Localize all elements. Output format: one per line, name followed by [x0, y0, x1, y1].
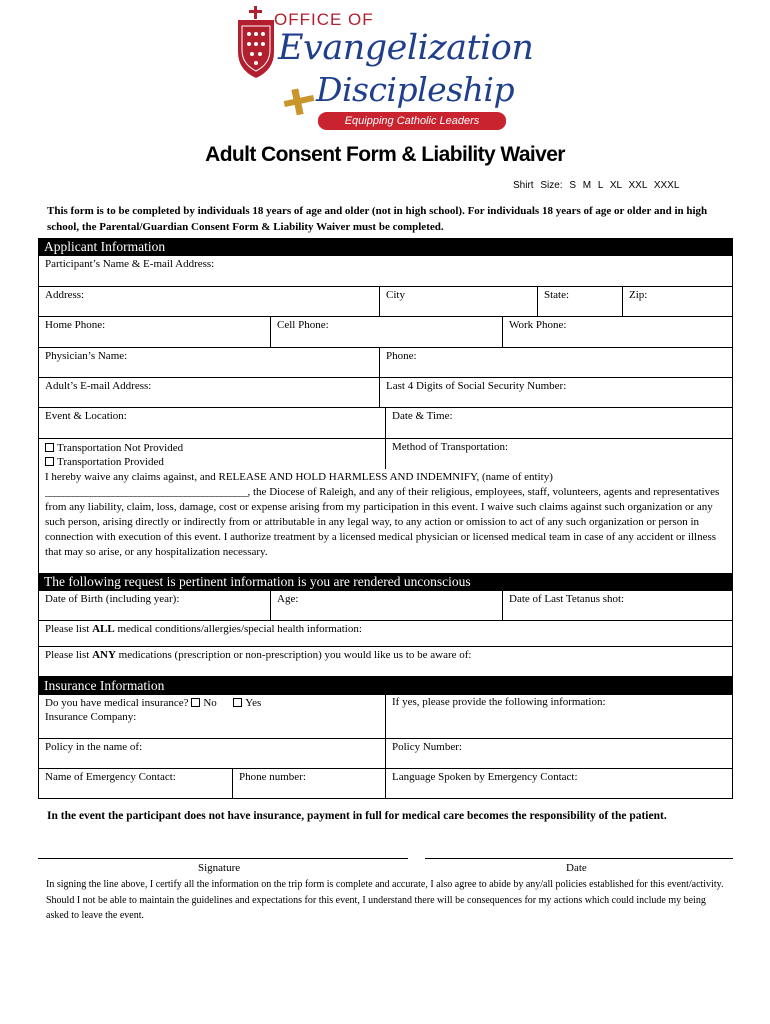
zip-field[interactable]: Zip:: [622, 287, 732, 316]
medications-field[interactable]: Please list ANY medications (prescription or non-prescription) you would like us to be aware of:: [45, 649, 472, 661]
entity-name-blank[interactable]: _____________________________________________: [45, 486, 248, 498]
phones-row: [38, 317, 733, 348]
no-insurance-note: In the event the participant does not have insurance, payment in full for medical care becomes the responsibility of the patient.: [47, 810, 667, 822]
insurance-question-row: [38, 695, 733, 739]
logo-office-text: OFFICE OF: [274, 10, 374, 29]
work-phone-field[interactable]: Work Phone:: [502, 317, 732, 347]
age-field[interactable]: Age:: [270, 591, 502, 620]
checkbox-icon[interactable]: [233, 698, 242, 707]
state-field[interactable]: State:: [537, 287, 622, 316]
transport-provided-option[interactable]: Transportation Provided: [45, 455, 385, 469]
medications-row: [38, 647, 733, 677]
policy-number-field[interactable]: Policy Number:: [385, 739, 732, 768]
transport-not-provided-option[interactable]: Transportation Not Provided: [45, 441, 385, 455]
checkbox-icon[interactable]: [45, 457, 54, 466]
if-yes-note: If yes, please provide the following information:: [385, 695, 732, 738]
date-time-field[interactable]: Date & Time:: [385, 408, 732, 438]
address-row: [38, 287, 733, 317]
emergency-language-field[interactable]: Language Spoken by Emergency Contact:: [385, 769, 732, 798]
intro-instructions: This form is to be completed by individuals 18 years of age and older (not in high school). For individuals 18 years of age or older and in high school, the Parental/Guardian Consent Form & Liability Waiver must be completed.: [47, 205, 708, 233]
event-location-field[interactable]: Event & Location:: [45, 410, 127, 422]
physician-name-field[interactable]: Physician’s Name:: [45, 350, 128, 362]
consent-form: [38, 238, 733, 799]
emergency-contact-field[interactable]: Name of Emergency Contact:: [45, 771, 176, 783]
method-transport-field[interactable]: Method of Transportation:: [385, 439, 732, 469]
transport-options: [39, 439, 385, 469]
applicant-section-header: Applicant Information: [38, 238, 733, 256]
city-field[interactable]: City: [379, 287, 537, 316]
physician-phone-field[interactable]: Phone:: [379, 348, 732, 377]
liability-waiver-text: I hereby waive any claims against, and RELEASE AND HOLD HARMLESS AND INDEMNIFY, (name of entity) _____________________________________________, the Diocese of Raleigh, and any of their religious, employees, staff, volunteers, agents and representatives from any liability, claim, loss, damage, cost or expense arising from my participation in this event. I waive such claims against such organization or any such person, arising directly or indirectly from or attributable in any legal way, to any action or omission to act of any such organization or person in connection with execution of this event. I authorize treatment by a licensed medical physician or licensed medical team in case of any accident or illness that may so arise, or any hospitalization necessary.: [38, 469, 733, 573]
insurance-yes-option[interactable]: Yes: [233, 697, 261, 709]
date-of-birth-field[interactable]: Date of Birth (including year):: [45, 593, 180, 605]
office-logo: [232, 6, 532, 134]
certification-statement: In signing the line above, I certify all the information on the trip form is complete and accurate, I also agree to abide by any/all policies established for this event/activity. Should I not be able to maintain the guidelines and expectations for this event, I understand there will be consequences for my actions which could include my being asked to leave the event.: [46, 879, 724, 921]
insurance-company-field[interactable]: Insurance Company:: [45, 711, 137, 723]
unconscious-section-header: The following request is pertinent information is you are rendered unconscious: [38, 573, 733, 591]
checkbox-icon[interactable]: [191, 698, 200, 707]
name-email-row: [38, 256, 733, 287]
signature-line[interactable]: [38, 858, 408, 859]
checkbox-icon[interactable]: [45, 443, 54, 452]
participant-name-email-field[interactable]: Participant’s Name & E-mail Address:: [45, 258, 215, 270]
dob-row: [38, 591, 733, 621]
address-field[interactable]: Address:: [45, 289, 85, 301]
logo-tagline: Equipping Catholic Leaders: [318, 112, 506, 130]
date-line[interactable]: [425, 858, 733, 859]
conditions-row: [38, 621, 733, 647]
medical-conditions-field[interactable]: Please list ALL medical conditions/allergies/special health information:: [45, 623, 362, 635]
physician-row: [38, 348, 733, 378]
shield-icon: [238, 20, 274, 78]
logo-discipleship-text: Discipleship: [316, 70, 515, 109]
event-row: [38, 408, 733, 439]
emergency-phone-field[interactable]: Phone number:: [232, 769, 385, 798]
date-label: Date: [566, 862, 587, 874]
adult-email-field[interactable]: Adult’s E-mail Address:: [45, 380, 152, 392]
insurance-section-header: Insurance Information: [38, 677, 733, 695]
policy-row: [38, 739, 733, 769]
emergency-row: [38, 769, 733, 799]
cell-phone-field[interactable]: Cell Phone:: [270, 317, 502, 347]
shirt-size-options[interactable]: Shirt Size: S M L XL XXL XXXL: [513, 180, 680, 191]
insurance-question: Do you have medical insurance? No Yes Insurance Company:: [39, 695, 385, 738]
email-ssn-row: [38, 378, 733, 408]
page-title: Adult Consent Form & Liability Waiver: [205, 143, 565, 166]
policy-holder-field[interactable]: Policy in the name of:: [45, 741, 143, 753]
home-phone-field[interactable]: Home Phone:: [45, 319, 106, 331]
insurance-no-option[interactable]: No: [191, 697, 216, 709]
tetanus-shot-field[interactable]: Date of Last Tetanus shot:: [502, 591, 732, 620]
ssn-last4-field[interactable]: Last 4 Digits of Social Security Number:: [379, 378, 732, 407]
transport-row: [38, 439, 733, 469]
logo-evangelization-text: Evangelization: [278, 28, 534, 68]
signature-label: Signature: [198, 862, 241, 874]
